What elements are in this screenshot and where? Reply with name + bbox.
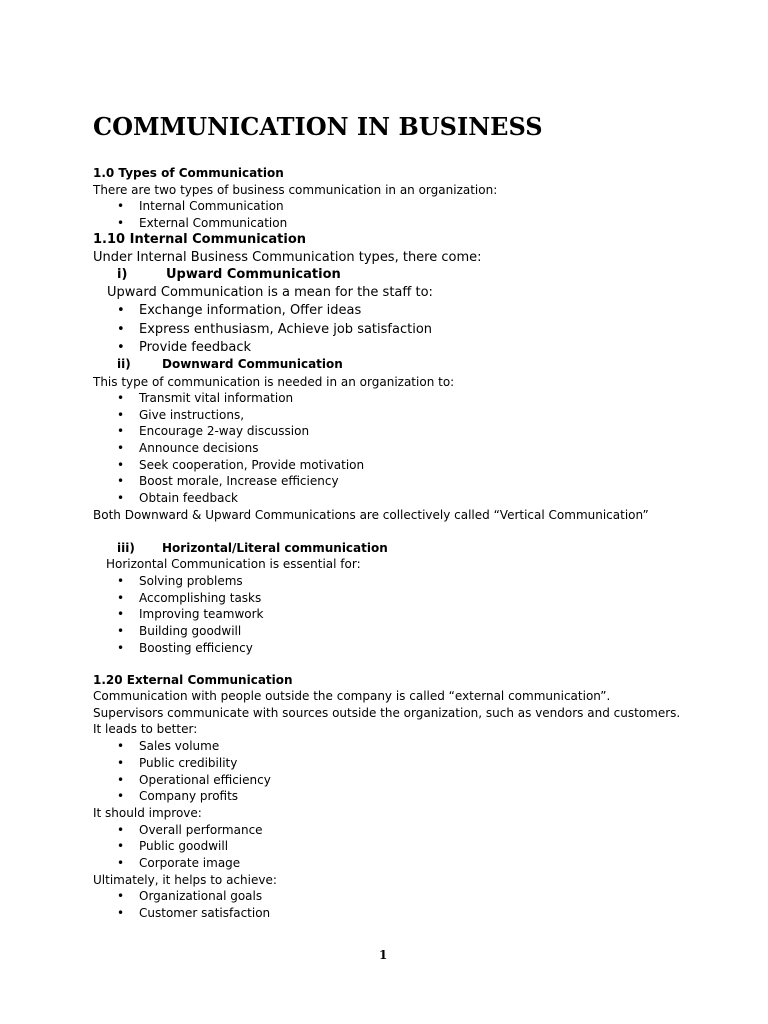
paragraph-improve-intro: It should improve:: [93, 806, 202, 820]
paragraph-horizontal-intro: Horizontal Communication is essential for:: [106, 557, 361, 571]
list-item: Boosting efficiency: [139, 641, 253, 655]
section-heading-internal: 1.10 Internal Communication: [93, 232, 307, 247]
bullet-icon: •: [117, 303, 125, 318]
subsection-number: iii): [117, 541, 135, 555]
bullet-icon: •: [117, 607, 125, 621]
list-item: Sales volume: [139, 739, 220, 753]
subsection-heading-downward: Downward Communication: [162, 357, 343, 371]
paragraph-upward-intro: Upward Communication is a mean for the staff to:: [107, 285, 433, 300]
paragraph-internal-intro: Under Internal Business Communication types, there come:: [93, 250, 482, 265]
bullet-icon: •: [117, 199, 125, 213]
section-heading-types: 1.0 Types of Communication: [93, 166, 284, 180]
bullet-icon: •: [117, 591, 125, 605]
subsection-heading-upward: Upward Communication: [166, 267, 341, 282]
list-item: Transmit vital information: [139, 391, 294, 405]
list-item: Internal Communication: [139, 199, 284, 213]
bullet-icon: •: [117, 216, 125, 230]
bullet-icon: •: [117, 474, 125, 488]
page-number: 1: [379, 948, 388, 962]
list-item: Seek cooperation, Provide motivation: [139, 458, 365, 472]
paragraph-better-intro: It leads to better:: [93, 722, 198, 736]
list-item: Public credibility: [139, 756, 238, 770]
bullet-icon: •: [117, 441, 125, 455]
list-item: Company profits: [139, 789, 239, 803]
bullet-icon: •: [117, 906, 125, 920]
paragraph-types-intro: There are two types of business communication in an organization:: [93, 183, 498, 197]
list-item: Customer satisfaction: [139, 906, 271, 920]
list-item: Give instructions,: [139, 408, 245, 422]
subsection-number: i): [117, 267, 128, 282]
list-item: Building goodwill: [139, 624, 242, 638]
list-item: Obtain feedback: [139, 491, 238, 505]
bullet-icon: •: [117, 856, 125, 870]
list-item: External Communication: [139, 216, 288, 230]
list-item: Overall performance: [139, 823, 263, 837]
bullet-icon: •: [117, 340, 125, 355]
subsection-heading-horizontal: Horizontal/Literal communication: [162, 541, 388, 555]
list-item: Operational efficiency: [139, 773, 271, 787]
section-heading-external: 1.20 External Communication: [93, 673, 293, 687]
bullet-icon: •: [117, 624, 125, 638]
paragraph-achieve-intro: Ultimately, it helps to achieve:: [93, 873, 277, 887]
bullet-icon: •: [117, 574, 125, 588]
paragraph-external-1: Communication with people outside the company is called “external communication”.: [93, 689, 611, 703]
list-item: Corporate image: [139, 856, 241, 870]
bullet-icon: •: [117, 789, 125, 803]
paragraph-vertical-note: Both Downward & Upward Communications are collectively called “Vertical Communication”: [93, 508, 649, 522]
bullet-icon: •: [117, 391, 125, 405]
bullet-icon: •: [117, 322, 125, 337]
paragraph-downward-intro: This type of communication is needed in an organization to:: [93, 375, 455, 389]
bullet-icon: •: [117, 491, 125, 505]
bullet-icon: •: [117, 739, 125, 753]
bullet-icon: •: [117, 823, 125, 837]
list-item: Organizational goals: [139, 889, 263, 903]
list-item: Provide feedback: [139, 340, 252, 355]
list-item: Encourage 2-way discussion: [139, 424, 310, 438]
bullet-icon: •: [117, 458, 125, 472]
paragraph-external-2: Supervisors communicate with sources outside the organization, such as vendors and customers.: [93, 706, 681, 720]
page-title: COMMUNICATION IN BUSINESS: [93, 112, 543, 141]
subsection-number: ii): [117, 357, 131, 371]
bullet-icon: •: [117, 424, 125, 438]
list-item: Accomplishing tasks: [139, 591, 262, 605]
bullet-icon: •: [117, 773, 125, 787]
list-item: Boost morale, Increase efficiency: [139, 474, 339, 488]
list-item: Express enthusiasm, Achieve job satisfaction: [139, 322, 433, 337]
list-item: Improving teamwork: [139, 607, 264, 621]
bullet-icon: •: [117, 408, 125, 422]
list-item: Announce decisions: [139, 441, 259, 455]
bullet-icon: •: [117, 641, 125, 655]
list-item: Public goodwill: [139, 839, 229, 853]
list-item: Solving problems: [139, 574, 243, 588]
bullet-icon: •: [117, 889, 125, 903]
bullet-icon: •: [117, 756, 125, 770]
bullet-icon: •: [117, 839, 125, 853]
list-item: Exchange information, Offer ideas: [139, 303, 362, 318]
